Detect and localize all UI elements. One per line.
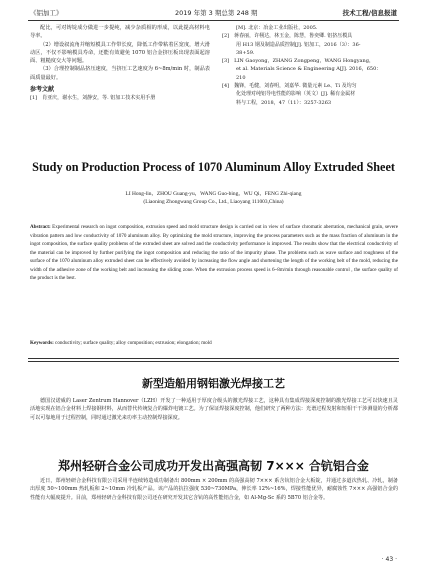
keywords-label: Keywords: [30, 340, 54, 346]
abstract-text: Experimental research on ingot composition, extrusion speed and mold structure design is carried out in view of surface chromatic aberration, mechanical grain, severe vibration pattern and low conductivity of 1070 aluminum alloy. By optimizing the mold structure, improving the process parameters such as the mass fraction of aluminum in the ingot composition, the surface quality problems of the extruded sheet are solved and the conductivity performance is improved. The results show that the electrical conductivity of the material can be improved by further purifying the ingot composition and reducing the ratio of the impurity phase. The problems such as wave surface and roughness of the surface of the 1070 aluminum alloy extruded sheet can be effectively avoided by increasing the flow angle and shortening the length of the working belt of the mold, reducing the width of the adhesive zone of the working belt and increasing the sliding zone. When the extrusion process speed is 6~8m/min through reasonable control , the surface quality of the product is the best. [30, 224, 398, 281]
english-abstract [30, 223, 398, 283]
journal-name: 《铝加工》 [30, 9, 63, 17]
english-authors: LI Hong-lin，ZHOU Guang-yu，WANG Guo-bing，WU Qi，FENG Zhi-qiang [125, 191, 302, 197]
reference-line: 料与工程，2018，47（11）：3257-3263 [236, 99, 332, 106]
paragraph: （2）增设叙流角并缩短模具工作带长度，降低工作带粘着区宽度，增大滑动区，不仅不影响模具寿命，还能有效避免 1070 铝合金挤压板出现表面起溶面、粗糙度交大等问题。 [30, 41, 210, 65]
keywords-text: conductivity; surface quality; alloy composition; extrusion; elongation; mold [53, 340, 212, 346]
separator-rule [28, 361, 399, 362]
issue-info: 2019 年第 3 期总第 248 期 [175, 9, 258, 17]
reference-line: [M]. 北京：冶金工业出版社，2005. [236, 25, 318, 31]
abstract-label: Abstract: [30, 224, 51, 230]
paragraph: （3）合理控制制品挤压速度，当挤压工艺速度为 6~8m/min 时，制品表面质量最好。 [30, 66, 210, 81]
news-body: 德国汉诺威的 Laser Zentrum Hannover（LZH）开发了一种适用于厚度合级头的激光焊接工艺，这种具有集成焊接深度控制的激光焊接工艺可以快速且灵活地实现在铝合金材料上焊接钢材料，从而替代传统复合的爆炸电镀工艺。为了保证焊接深度控制，他们研究了两种方法：光谱过程发射和短相干干涉测量的分析都可以可靠地用于过程控制，同时通过激光来功率主动控制焊接深度。 [30, 398, 398, 421]
reference-line: [3] LIN Gaoyong，ZHANG Zongpeng，WANG Hongyang， [222, 58, 374, 65]
left-column [30, 24, 210, 103]
english-affiliation: (Liaoning Zhongwang Group Co., Ltd., Liaoyang 111003,China) [143, 199, 284, 205]
news-title: 新型造船用钢铝激光焊接工艺 [142, 377, 285, 390]
references-heading: 参考文献 [30, 86, 55, 94]
reference-item: [1] 肖亚庆，谢水生，刘静安，等. 铝加工技术实用手册 [30, 95, 156, 102]
separator-rule [28, 358, 399, 359]
news-title: 郑州轻研合金公司成功开发出高强高韧 7××× 合钪铝合金 [58, 459, 369, 473]
section-tag: 技术工程/信息报道 [342, 9, 397, 17]
english-keywords [30, 340, 398, 346]
paragraph: 配比，可对铸锭成分做进一步提纯，减少杂质相的形成，以此提高材料电导率。 [30, 25, 210, 40]
reference-line: 38+59. [236, 49, 255, 56]
news-body: 近日，郑州轻研合金科技有限公司采用半连续铸造成功制备出 800mm × 200mm 的高强高韧 7××× 系含钪铝合金大板锭，并通过多道次热轧、冷轧，制备出厚度 50~100mm 热轧板和 2~10mm 冷轧板产品。该产品的抗拉强度 530~730MPa，伸长率 12%~16%，焊接性能优异，耐腐蚀性 7××× 高强铝合金的性能有大幅度提升。目前，郑州轻研合金科技有限公司还在研究开发其它含钪的高性能铝合金，如 Al-Mg-Sc 系的 5B70 铝合金等。 [30, 478, 398, 501]
header-rule [28, 20, 399, 21]
page-number: · 43 · [381, 556, 397, 563]
reference-line: 210 [236, 74, 246, 81]
english-title: Study on Production Process of 1070 Aluminum Alloy Extruded Sheet [32, 160, 395, 174]
reference-line: 用 H13 钢及制造品质控制[J]. 铝加工，2016（3）：36- [236, 41, 361, 48]
reference-line: [2] 蒋春丽，许栩达，林玉金，陈慧，鲁奕卿. 铝挤压模具 [222, 33, 353, 40]
right-column-references [222, 24, 402, 107]
reference-line: 化处理对纯铝导电性能的影响（英文）[J]. 稀有金属材 [236, 91, 356, 98]
reference-line: [4] 魏锋，毛健，刘春明，刘嘉华. 微量元素 Le、Ti 及均匀 [222, 83, 357, 90]
reference-line: et al. Materials Science & Engineering A[J]. 2016，650： [236, 66, 382, 73]
